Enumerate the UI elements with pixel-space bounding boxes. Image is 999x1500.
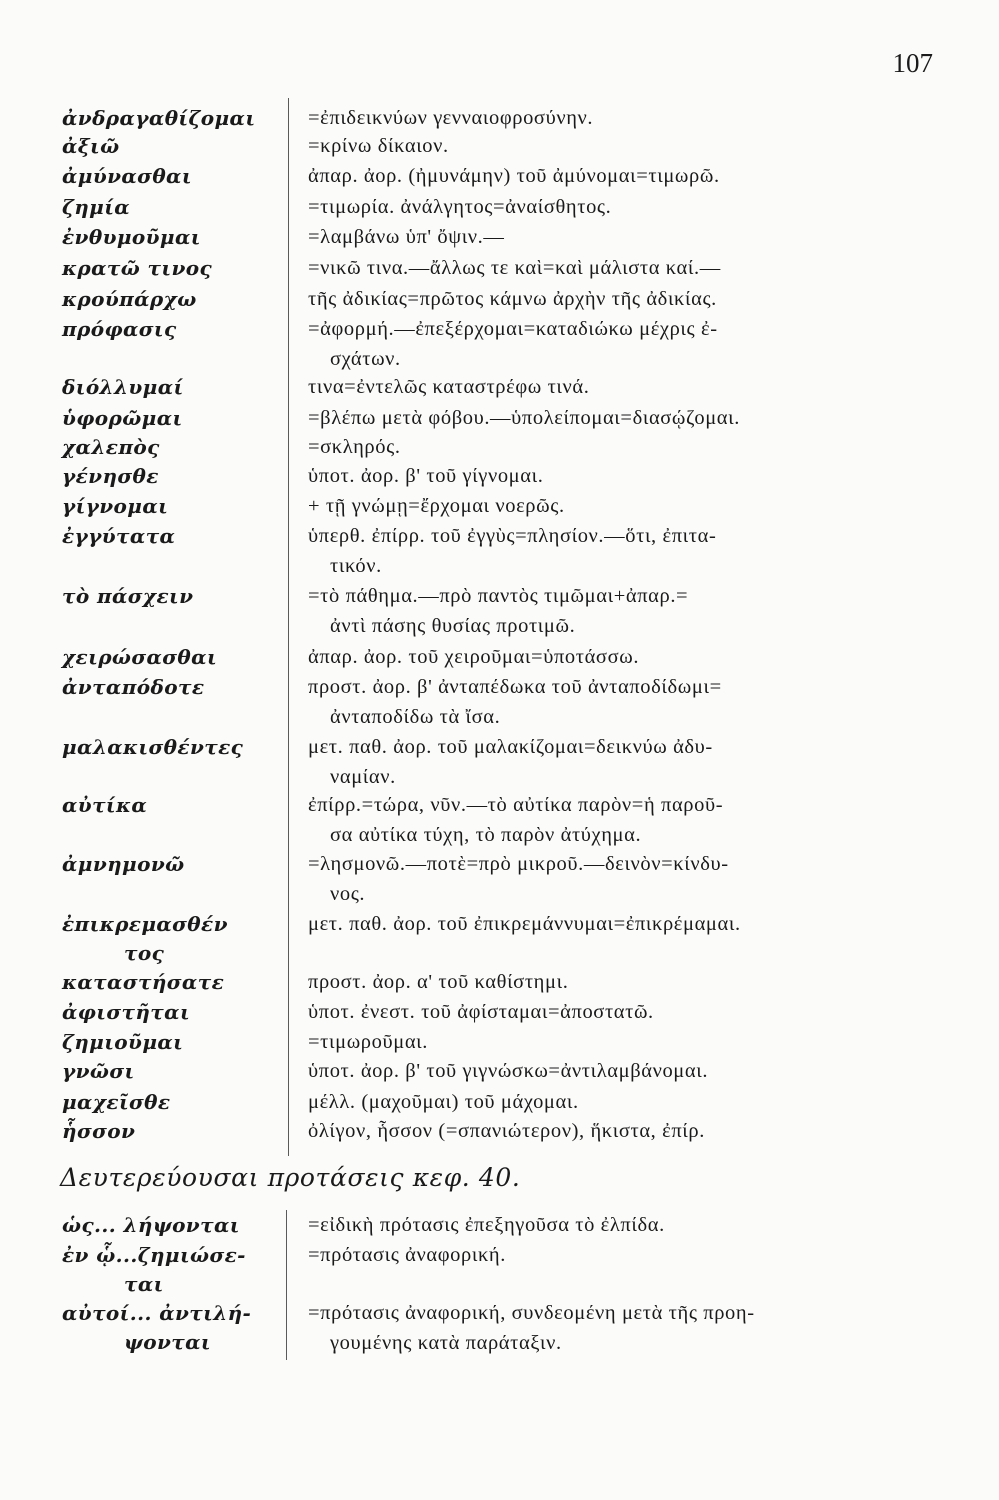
entry-gloss bbox=[308, 162, 940, 192]
entry-gloss-line: μετ. παθ. ἀορ. τοῦ ἐπικρεμάννυμαι=ἐπικρέμαμαι. bbox=[308, 913, 741, 935]
entry-gloss-line: ναμίαν. bbox=[330, 765, 396, 788]
entry-term-line: ἀξιῶ bbox=[62, 134, 120, 158]
entry-gloss bbox=[308, 1088, 940, 1118]
entry-term bbox=[62, 1241, 284, 1299]
entry-term bbox=[62, 1088, 284, 1117]
entry-term-line: μαχεῖσθε bbox=[62, 1090, 171, 1114]
entry-gloss bbox=[308, 315, 940, 374]
entry-gloss-line: =πρότασις ἀναφορική. bbox=[308, 1244, 506, 1266]
entry-term-line: γένησθε bbox=[62, 464, 159, 488]
entry-gloss-line: προστ. ἀορ. β' ἀνταπέδωκα τοῦ ἀνταποδίδωμι= bbox=[308, 676, 722, 698]
entry-term-line: ἐν ᾧ...ζημιώσε- bbox=[62, 1243, 246, 1267]
entry-term bbox=[62, 404, 284, 433]
entry-gloss bbox=[308, 404, 940, 434]
entry-gloss-line: γουμένης κατὰ παράταξιν. bbox=[330, 1331, 562, 1354]
entry-gloss bbox=[308, 492, 940, 522]
entry-term-line: ζημιοῦμαι bbox=[62, 1030, 184, 1054]
entry-term bbox=[62, 1211, 284, 1240]
entry-gloss-line: =τιμωροῦμαι. bbox=[308, 1031, 428, 1053]
entry-gloss-line: ὑπερθ. ἐπίρρ. τοῦ ἐγγὺς=πλησίον.—ὅτι, ἐπιτα- bbox=[308, 525, 717, 547]
entry-gloss bbox=[308, 910, 940, 940]
entry-term bbox=[62, 1299, 284, 1357]
entry-term bbox=[62, 910, 284, 968]
entry-gloss bbox=[308, 733, 940, 792]
entry-gloss-line: ἐπίρρ.=τώρα, νῦν.—τὸ αὐτίκα παρὸν=ἡ παροῦ- bbox=[308, 794, 724, 816]
entry-term bbox=[62, 433, 284, 462]
entry-gloss-line: =λησμονῶ.—ποτὲ=πρὸ μικροῦ.—δεινὸν=κίνδυ- bbox=[308, 853, 729, 875]
entry-term-line: αὐτοί... ἀντιλή- bbox=[62, 1301, 252, 1325]
entry-gloss-line: ὑποτ. ἀορ. β' τοῦ γίγνομαι. bbox=[308, 465, 544, 487]
entry-term bbox=[62, 673, 284, 702]
section-heading: Δευτερεύουσαι προτάσεις κεφ. 40. bbox=[60, 1163, 521, 1192]
entry-gloss-line: =ἀφορμή.—ἐπεξέρχομαι=καταδιώκω μέχρις ἐ- bbox=[308, 318, 718, 340]
entry-term bbox=[62, 733, 284, 762]
entry-term-line: μαλακισθέντες bbox=[62, 735, 244, 759]
entry-term-line: ἐνθυμοῦμαι bbox=[62, 225, 201, 249]
entry-gloss-line: =νικῶ τινα.—ἄλλως τε καὶ=καὶ μάλιστα καί.— bbox=[308, 257, 721, 279]
entry-term bbox=[62, 1057, 284, 1086]
entry-gloss bbox=[308, 1117, 940, 1147]
entry-gloss-line: μέλλ. (μαχοῦμαι) τοῦ μάχομαι. bbox=[308, 1091, 579, 1113]
entry-term bbox=[62, 132, 284, 161]
entry-gloss bbox=[308, 1299, 940, 1358]
entry-term-line: ψονται bbox=[124, 1330, 211, 1354]
entry-gloss bbox=[308, 522, 940, 581]
entry-term-line: διόλλυμαί bbox=[62, 375, 184, 399]
entry-term-line: ἐπικρεμασθέν bbox=[62, 912, 228, 936]
entry-gloss-line: τῆς ἀδικίας=πρῶτος κάμνω ἀρχὴν τῆς ἀδικίας. bbox=[308, 288, 717, 310]
entry-term bbox=[62, 462, 284, 491]
entry-gloss-line: τικόν. bbox=[330, 554, 382, 577]
entry-gloss bbox=[308, 433, 940, 463]
entry-term-line: ται bbox=[124, 1272, 164, 1296]
entry-term bbox=[62, 643, 284, 672]
entry-gloss bbox=[308, 850, 940, 909]
entry-gloss bbox=[308, 1241, 940, 1271]
entry-gloss bbox=[308, 582, 940, 641]
entry-gloss-line: σα αὐτίκα τύχη, τὸ παρὸν ἀτύχημα. bbox=[330, 823, 642, 846]
column-divider-section bbox=[286, 1210, 287, 1360]
entry-term-line: καταστήσατε bbox=[62, 970, 225, 994]
entry-term bbox=[62, 104, 284, 133]
entry-gloss bbox=[308, 462, 940, 492]
entry-term-line: κρατῶ τινος bbox=[62, 256, 213, 280]
entry-term-line: ἐγγύτατα bbox=[62, 524, 176, 548]
entry-gloss bbox=[308, 791, 940, 850]
entry-gloss-line: ἀντὶ πάσης θυσίας προτιμῶ. bbox=[330, 614, 576, 637]
entry-term-line: χειρώσασθαι bbox=[62, 645, 218, 669]
entry-gloss bbox=[308, 998, 940, 1028]
entry-term bbox=[62, 223, 284, 252]
entry-term-line: πρόφασις bbox=[62, 317, 177, 341]
entry-term-line: τὸ πάσχειν bbox=[62, 584, 194, 608]
entry-term bbox=[62, 1117, 284, 1146]
entry-term bbox=[62, 582, 284, 611]
entry-term-line: γίγνομαι bbox=[62, 494, 169, 518]
entry-gloss bbox=[308, 968, 940, 998]
entry-term bbox=[62, 998, 284, 1027]
entry-term-line: ὡς... λήψονται bbox=[62, 1213, 240, 1237]
page-number: 107 bbox=[892, 48, 933, 78]
entry-gloss-line: =ἐπιδεικνύων γενναιοφροσύνην. bbox=[308, 107, 594, 129]
entry-term bbox=[62, 285, 284, 314]
entry-term bbox=[62, 315, 284, 344]
entry-gloss-line: =εἰδικὴ πρότασις ἐπεξηγοῦσα τὸ ἐλπίδα. bbox=[308, 1214, 665, 1236]
entry-term-line: ὑφορῶμαι bbox=[62, 406, 183, 430]
entry-term-line: ἧσσον bbox=[62, 1119, 136, 1143]
entry-gloss bbox=[308, 673, 940, 732]
entry-gloss bbox=[308, 1028, 940, 1058]
entry-gloss-line: =κρίνω δίκαιον. bbox=[308, 135, 449, 157]
entry-gloss bbox=[308, 223, 940, 253]
entry-gloss-line: + τῇ γνώμῃ=ἔρχομαι νοερῶς. bbox=[308, 495, 565, 517]
entry-term bbox=[62, 193, 284, 222]
entry-gloss-line: ὀλίγον, ἧσσον (=σπανιώτερον), ἥκιστα, ἐπίρ. bbox=[308, 1120, 705, 1142]
entry-term-line: ἀμύνασθαι bbox=[62, 164, 192, 188]
entry-gloss bbox=[308, 1211, 940, 1241]
entry-term-line: κρούπάρχω bbox=[62, 287, 197, 311]
entry-gloss bbox=[308, 254, 940, 284]
entry-gloss-line: ἀπαρ. ἀορ. τοῦ χειροῦμαι=ὑποτάσσω. bbox=[308, 646, 640, 668]
entry-term-line: γνῶσι bbox=[62, 1059, 135, 1083]
entry-gloss bbox=[308, 285, 940, 315]
entry-gloss bbox=[308, 193, 940, 223]
entry-gloss bbox=[308, 643, 940, 673]
entry-term bbox=[62, 1028, 284, 1057]
entry-gloss-line: σχάτων. bbox=[330, 347, 401, 370]
entry-gloss-line: =λαμβάνω ὑπ' ὄψιν.— bbox=[308, 226, 505, 248]
entry-term bbox=[62, 373, 284, 402]
entry-term-line: ἀνταπόδοτε bbox=[62, 675, 205, 699]
entry-term-line: ἀφιστῆται bbox=[62, 1000, 191, 1024]
entry-term bbox=[62, 968, 284, 997]
entry-gloss-line: =βλέπω μετὰ φόβου.—ὑπολείπομαι=διασῴζομαι. bbox=[308, 407, 740, 429]
entry-term bbox=[62, 254, 284, 283]
entry-term bbox=[62, 162, 284, 191]
entry-term-line: χαλεπὸς bbox=[62, 435, 160, 459]
entry-gloss-line: ἀπαρ. ἀορ. (ἠμυνάμην) τοῦ ἀμύνομαι=τιμωρῶ. bbox=[308, 165, 720, 187]
entry-gloss-line: μετ. παθ. ἀορ. τοῦ μαλακίζομαι=δεικνύω ἀδυ- bbox=[308, 736, 713, 758]
entry-gloss-line: ἀνταποδίδω τὰ ἴσα. bbox=[330, 705, 501, 728]
entry-gloss-line: =σκληρός. bbox=[308, 436, 401, 458]
entry-gloss bbox=[308, 373, 940, 403]
entry-term-line: ἀμνημονῶ bbox=[62, 852, 185, 876]
entry-term bbox=[62, 850, 284, 879]
entry-term-line: ἀνδραγαθίζομαι bbox=[62, 106, 256, 130]
entry-gloss bbox=[308, 104, 940, 134]
entry-gloss-line: =τὸ πάθημα.—πρὸ παντὸς τιμῶμαι+ἀπαρ.= bbox=[308, 585, 689, 607]
entry-gloss-line: νος. bbox=[330, 882, 366, 905]
entry-gloss-line: ὑποτ. ἀορ. β' τοῦ γιγνώσκω=ἀντιλαμβάνομαι. bbox=[308, 1060, 709, 1082]
entry-gloss bbox=[308, 132, 940, 162]
entry-term bbox=[62, 492, 284, 521]
entry-term-line: τος bbox=[124, 941, 165, 965]
entry-gloss bbox=[308, 1057, 940, 1087]
entry-gloss-line: =τιμωρία. ἀνάλγητος=ἀναίσθητος. bbox=[308, 196, 612, 218]
entry-term bbox=[62, 522, 284, 551]
column-divider bbox=[288, 98, 289, 1156]
entry-gloss-line: ὑποτ. ἐνεστ. τοῦ ἀφίσταμαι=ἀποστατῶ. bbox=[308, 1001, 654, 1023]
entry-gloss-line: τινα=ἐντελῶς καταστρέφω τινά. bbox=[308, 376, 590, 398]
entry-term bbox=[62, 791, 284, 820]
entry-gloss-line: προστ. ἀορ. α' τοῦ καθίστημι. bbox=[308, 971, 569, 993]
entry-gloss-line: =πρότασις ἀναφορική, συνδεομένη μετὰ τῆς προη- bbox=[308, 1302, 755, 1324]
entry-term-line: αὐτίκα bbox=[62, 793, 148, 817]
entry-term-line: ζημία bbox=[62, 195, 131, 219]
